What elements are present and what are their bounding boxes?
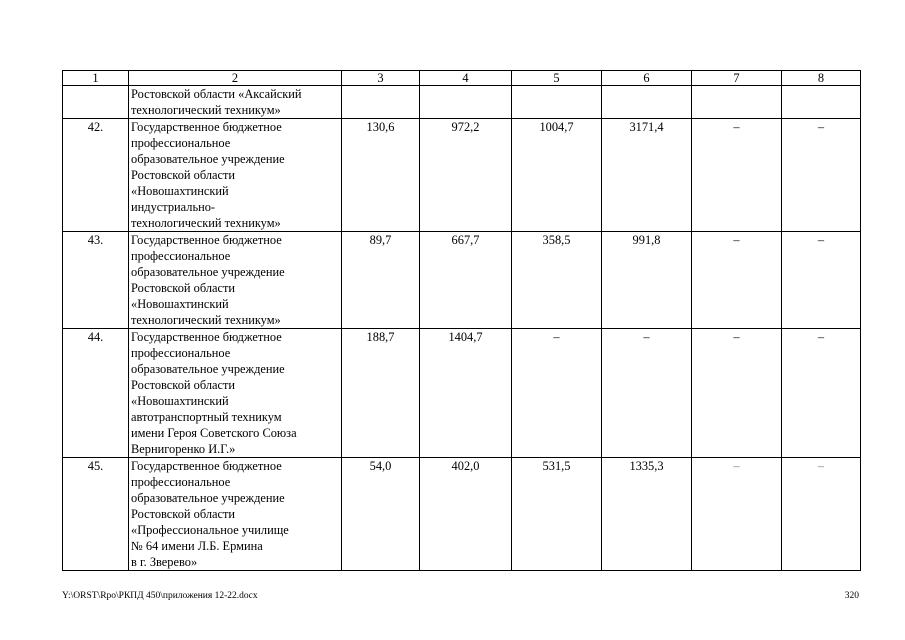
name-line: профессиональное	[131, 136, 231, 150]
value-col-6: 3171,4	[602, 119, 692, 232]
value-col-6	[602, 86, 692, 119]
value-col-4: 1404,7	[420, 329, 512, 458]
institution-name	[129, 119, 342, 232]
institution-name	[129, 232, 342, 329]
value-col-8	[782, 86, 861, 119]
table-header-row	[63, 71, 861, 86]
column-header-7: 7	[692, 71, 782, 86]
name-line: Вернигоренко И.Г.»	[131, 442, 236, 456]
value-col-3: 188,7	[342, 329, 420, 458]
row-number: 42.	[63, 119, 129, 232]
name-line: в г. Зверево»	[131, 555, 198, 569]
page-number: 320	[844, 591, 859, 601]
name-line: Ростовской области	[131, 281, 236, 295]
name-line: Ростовской области	[131, 507, 236, 521]
name-line: образовательное учреждение	[131, 362, 285, 376]
value-col-7: –	[692, 329, 782, 458]
name-line: технологический техникум»	[131, 103, 281, 117]
budget-table	[62, 70, 861, 571]
name-line: профессиональное	[131, 346, 231, 360]
name-line: «Профессиональное училище	[131, 523, 289, 537]
value-col-3: 54,0	[342, 458, 420, 571]
value-col-5: 1004,7	[512, 119, 602, 232]
row-number: 43.	[63, 232, 129, 329]
value-col-5	[512, 86, 602, 119]
name-line: профессиональное	[131, 475, 231, 489]
name-line: № 64 имени Л.Б. Ермина	[131, 539, 263, 553]
name-line: образовательное учреждение	[131, 152, 285, 166]
name-line: индустриально-	[131, 200, 216, 214]
value-col-8: –	[782, 329, 861, 458]
name-line: Ростовской области «Аксайский	[131, 87, 302, 101]
value-col-8: –	[782, 458, 861, 571]
name-line: «Новошахтинский	[131, 184, 229, 198]
value-col-5: 531,5	[512, 458, 602, 571]
column-header-4: 4	[420, 71, 512, 86]
table-row	[63, 86, 861, 119]
value-col-7: –	[692, 232, 782, 329]
table-row	[63, 119, 861, 232]
value-col-5: 358,5	[512, 232, 602, 329]
name-line: Ростовской области	[131, 168, 236, 182]
value-col-6: –	[602, 329, 692, 458]
column-header-8: 8	[782, 71, 861, 86]
name-line: Государственное бюджетное	[131, 459, 282, 473]
name-line: профессиональное	[131, 249, 231, 263]
institution-name	[129, 458, 342, 571]
footer-file-path: Y:\ORST\Rpo\РКПД 450\приложения 12-22.docx	[62, 591, 258, 601]
table-row	[63, 232, 861, 329]
name-line: Государственное бюджетное	[131, 120, 282, 134]
value-col-4	[420, 86, 512, 119]
institution-name	[129, 86, 342, 119]
column-header-5: 5	[512, 71, 602, 86]
name-line: технологический техникум»	[131, 313, 281, 327]
name-line: имени Героя Советского Союза	[131, 426, 297, 440]
name-line: образовательное учреждение	[131, 491, 285, 505]
table-row	[63, 458, 861, 571]
value-col-4: 972,2	[420, 119, 512, 232]
value-col-6: 991,8	[602, 232, 692, 329]
name-line: образовательное учреждение	[131, 265, 285, 279]
name-line: Государственное бюджетное	[131, 330, 282, 344]
value-col-5: –	[512, 329, 602, 458]
column-header-3: 3	[342, 71, 420, 86]
column-header-6: 6	[602, 71, 692, 86]
column-header-2: 2	[129, 71, 342, 86]
name-line: «Новошахтинский	[131, 297, 229, 311]
value-col-4: 402,0	[420, 458, 512, 571]
value-col-4: 667,7	[420, 232, 512, 329]
value-col-7: –	[692, 119, 782, 232]
row-number	[63, 86, 129, 119]
value-col-8: –	[782, 232, 861, 329]
name-line: Государственное бюджетное	[131, 233, 282, 247]
value-col-7: –	[692, 458, 782, 571]
value-col-3: 89,7	[342, 232, 420, 329]
value-col-3: 130,6	[342, 119, 420, 232]
name-line: автотранспортный техникум	[131, 410, 282, 424]
institution-name	[129, 329, 342, 458]
column-header-1: 1	[63, 71, 129, 86]
row-number: 45.	[63, 458, 129, 571]
name-line: технологический техникум»	[131, 216, 281, 230]
value-col-7	[692, 86, 782, 119]
name-line: «Новошахтинский	[131, 394, 229, 408]
value-col-8: –	[782, 119, 861, 232]
value-col-3	[342, 86, 420, 119]
table-row	[63, 329, 861, 458]
value-col-6: 1335,3	[602, 458, 692, 571]
name-line: Ростовской области	[131, 378, 236, 392]
row-number: 44.	[63, 329, 129, 458]
